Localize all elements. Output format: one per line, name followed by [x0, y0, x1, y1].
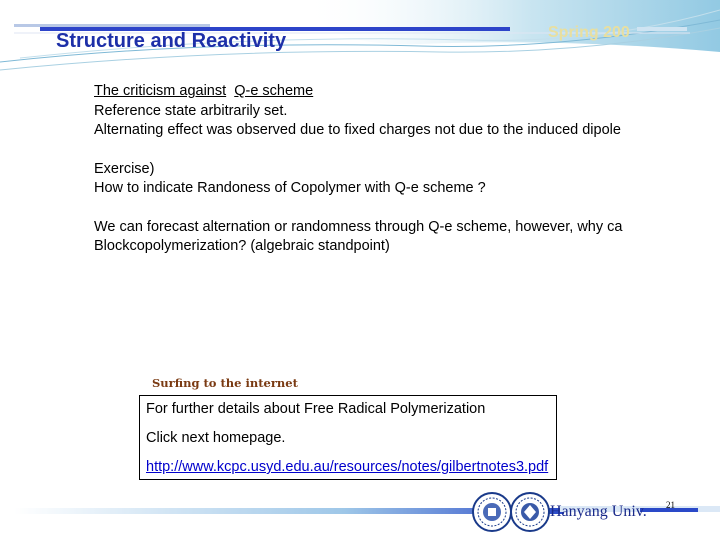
seal-icon-right [511, 493, 549, 531]
gilbert-notes-link[interactable]: http://www.kcpc.usyd.edu.au/resources/notes/gilbertnotes3.pdf [146, 459, 549, 475]
exercise-question: How to indicate Randoness of Copolymer with Q-e scheme ? [94, 180, 486, 196]
semester-label: Spring 200 [548, 24, 630, 41]
forecast-line: We can forecast alternation or randomness through Q-e scheme, however, why ca [94, 218, 623, 235]
seal-icon-left [473, 493, 511, 531]
university-seals [472, 490, 552, 534]
university-name: Hanyang Univ. [550, 503, 647, 520]
slide-body [94, 82, 720, 257]
slide-title: Structure and Reactivity [56, 30, 287, 52]
click-text: Click next homepage. [146, 430, 286, 446]
alternating-effect-line: Alternating effect was observed due to fixed charges not due to the induced dipole [94, 122, 621, 138]
surfing-caption: Surfing to the internet [152, 376, 298, 390]
qe-scheme-heading: Q-e scheme [234, 83, 314, 99]
exercise-heading: Exercise) [94, 160, 155, 177]
criticism-heading: The criticism against [94, 83, 227, 99]
reference-state-line: Reference state arbitrarily set. [94, 102, 288, 119]
details-text: For further details about Free Radical Polymerization [146, 401, 486, 417]
page-number: 21 [666, 500, 675, 510]
reference-box [139, 395, 557, 480]
criticism-line [94, 82, 720, 102]
blockcopolymer-line: Blockcopolymerization? (algebraic standpoint) [94, 238, 390, 254]
